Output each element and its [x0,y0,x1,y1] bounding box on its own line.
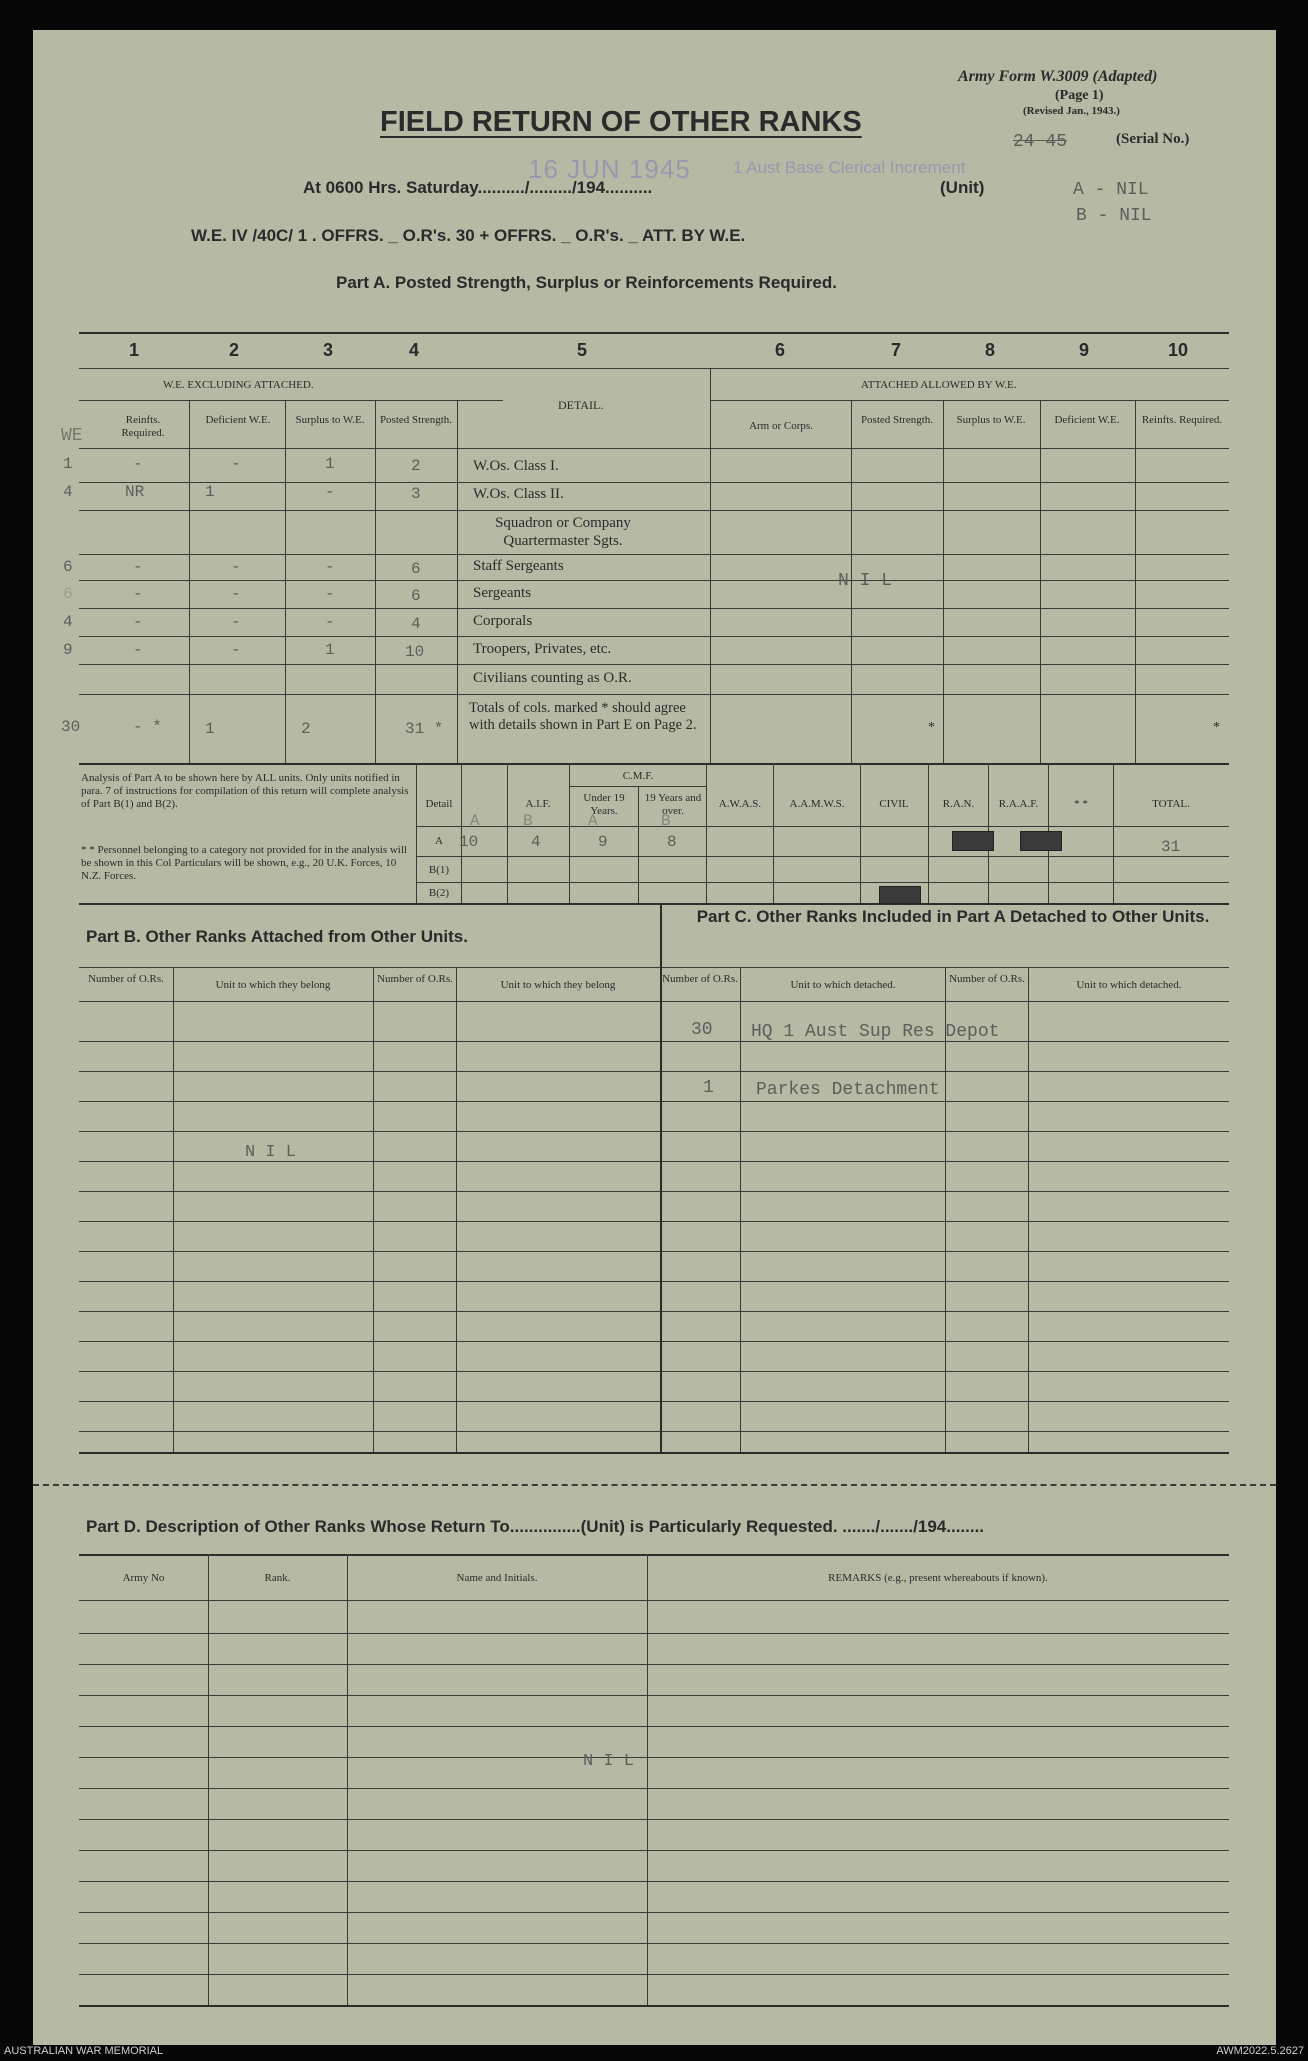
posted-value: 4 [411,615,421,633]
blocked-cell [952,831,994,851]
footer-accession: AWM2022.5.2627 [1216,2045,1304,2057]
analysis-header: C.M.F. [622,770,654,782]
overtype-letter: B [661,812,671,830]
blocked-cell [1020,831,1062,851]
analysis-row-label: A [435,835,443,847]
deficient-value: - [231,641,241,659]
page-number: (Page 1) [1055,88,1104,103]
part-d-header: REMARKS (e.g., present whereabouts if known). [828,1572,1048,1584]
deficient-value: - [231,585,241,603]
posted-value: 6 [411,587,421,605]
overtype-letter: B [523,812,533,830]
analysis-cmf-under-19: 9 [598,833,608,851]
analysis-total: 31 [1161,838,1181,856]
analysis-cmf-19-over: 8 [667,833,677,851]
surplus-value: - [325,558,335,576]
we-value: 6 [63,558,73,576]
perforation-line [33,1484,1276,1486]
part-b-header: Unit to which they belong [215,979,331,991]
col-number: 5 [577,340,588,360]
col-header: Deficient W.E. [205,414,271,426]
col-header: Arm or Corps. [749,420,813,432]
serial-value: 24 45 [1013,132,1068,152]
col-header: Surplus to W.E. [956,414,1026,426]
analysis-value: 10 [459,833,479,851]
part-a-title: Part A. Posted Strength, Surplus or Reinforcements Required. [336,273,837,292]
group-header-right: ATTACHED ALLOWED BY W.E. [861,379,1017,391]
analysis-row-label: B(1) [428,864,450,876]
col-number: 4 [409,340,420,360]
detail-label: W.Os. Class I. [473,458,559,474]
we-value: 6 [63,585,73,603]
part-c-unit: Parkes Detachment [756,1080,940,1100]
analysis-header: A.W.A.S. [718,798,762,810]
analysis-header: Detail [425,798,453,810]
posted-value: 31 * [405,720,444,738]
we-value: 1 [63,455,73,473]
date-stamp: 16 JUN 1945 [528,154,691,184]
surplus-value: 2 [301,720,311,738]
we-value: 4 [63,613,73,631]
reinfts-value: NR [125,483,145,501]
deficient-value: 1 [205,483,215,501]
detail-label: W.Os. Class II. [473,486,564,502]
part-d-header: Name and Initials. [456,1572,538,1584]
deficient-value: - [231,455,241,473]
army-form-number: Army Form W.3009 (Adapted) [958,68,1158,85]
part-c-header: Unit to which detached. [1076,979,1182,991]
overtype-letter: A [588,812,598,830]
reinfts-value: - [133,613,143,631]
col-number: 9 [1079,340,1090,360]
posted-value: 2 [411,457,421,475]
posted-value: 10 [405,643,425,661]
col-header: Surplus to W.E. [295,414,365,426]
star-mark: * [1213,720,1220,735]
analysis-footnote: * * Personnel belonging to a category not provided for in the analysis will be shown in this Col Particulars will be shown, e.g., 20 U.K. Forces, 10 N.Z. Forces. [81,844,407,882]
serial-label: (Serial No.) [1116,131,1190,147]
detail-label: Squadron or Company Quartermaster Sgts. [495,515,631,549]
deficient-value: - [231,558,241,576]
posted-value: 6 [411,560,421,578]
analysis-header: R.A.A.F. [998,798,1039,810]
part-c-unit: HQ 1 Aust Sup Res Depot [751,1022,1000,1042]
analysis-row-label: B(2) [428,887,450,899]
revised-date: (Revised Jan., 1943.) [1023,105,1120,117]
blocked-cell [879,886,921,904]
analysis-header: TOTAL. [1152,798,1190,810]
part-c-header: Unit to which detached. [790,979,896,991]
analysis-header: A.I.F. [525,798,551,810]
overtype-letter: A [470,812,480,830]
we-value: 30 [61,718,81,736]
part-b-nil: N I L [245,1143,297,1162]
col-number: 2 [229,340,240,360]
col-number: 7 [891,340,902,360]
part-d-nil: N I L [583,1752,635,1771]
col-header: Posted Strength. [860,414,934,426]
detail-label: Troopers, Privates, etc. [473,641,612,657]
reinfts-value: - [133,585,143,603]
col-number: 3 [323,340,334,360]
posted-value: 3 [411,485,421,503]
footer-credit: AUSTRALIAN WAR MEMORIAL [4,2045,164,2057]
analysis-header: * * [1074,798,1088,810]
surplus-value: - [325,483,335,501]
time-line: At 0600 Hrs. Saturday........../........./194.......... [303,178,653,197]
part-c-header: Number of O.Rs. [949,973,1025,985]
unit-label: (Unit) [940,178,985,197]
surplus-value: - [325,613,335,631]
reinfts-value: - [133,558,143,576]
star-mark: * [928,720,935,735]
part-b-nil: B - NIL [1076,206,1152,226]
detail-label: Corporals [473,613,533,629]
col-number: 6 [775,340,786,360]
part-b-header: Number of O.Rs. [377,973,453,985]
surplus-value: - [325,585,335,603]
form-title: FIELD RETURN OF OTHER RANKS [380,106,862,138]
we-line: W.E. IV /40C/ 1 . OFFRS. _ O.R's. 30 + OFFRS. _ O.R's. _ ATT. BY W.E. [191,226,746,245]
col-header: Posted Strength. [379,414,453,426]
form-sheet [33,30,1276,2045]
part-c-number: 30 [691,1020,713,1040]
part-b-title: Part B. Other Ranks Attached from Other Units. [86,927,468,946]
analysis-subheader: Under 19 Years. [583,792,625,817]
analysis-note: Analysis of Part A to be shown here by ALL units. Only units notified in para. 7 of instructions for compilation of this return will complete analysis of Part B(1) and B(2). [81,772,409,810]
part-b-header: Number of O.Rs. [88,973,164,985]
detail-header: DETAIL. [558,398,604,412]
we-value: 9 [63,641,73,659]
detail-label: Sergeants [473,585,532,601]
part-b-header: Unit to which they belong [500,979,616,991]
we-label: WE [61,426,83,446]
part-c-title: Part C. Other Ranks Included in Part A Detached to Other Units. [696,907,1210,926]
analysis-header: R.A.N. [942,798,975,810]
reinfts-value: - [133,455,143,473]
deficient-value: 1 [205,720,215,738]
surplus-value: 1 [325,641,335,659]
attached-nil: N I L [838,571,893,591]
surplus-value: 1 [325,455,335,473]
col-number: 10 [1168,340,1189,360]
col-header: Deficient W.E. [1054,414,1120,426]
col-number: 8 [985,340,996,360]
unit-stamp: 1 Aust Base Clerical Increment [733,158,966,177]
deficient-value: - [231,613,241,631]
reinfts-value: - [133,641,143,659]
reinfts-value: - * [133,718,162,736]
analysis-header: A.A.M.W.S. [789,798,845,810]
group-header-left: W.E. EXCLUDING ATTACHED. [163,379,314,391]
part-c-number: 1 [703,1078,714,1098]
col-header: Reinfts. Required. [1141,414,1223,426]
part-a-nil: A - NIL [1073,180,1149,200]
analysis-aif: 4 [531,833,541,851]
part-d-header: Rank. [264,1572,291,1584]
part-c-header: Number of O.Rs. [662,973,738,985]
detail-label: Staff Sergeants [473,558,564,574]
part-d-title: Part D. Description of Other Ranks Whose Return To...............(Unit) is Particularly Requested. ......./......./194........ [86,1517,985,1536]
col-number: 1 [129,340,140,360]
analysis-header: CIVIL [879,798,909,810]
analysis-subheader: 19 Years and over. [644,792,702,817]
detail-label: Civilians counting as O.R. [473,670,632,686]
totals-label: Totals of cols. marked * should agree with details shown in Part E on Page 2. [469,700,697,733]
part-d-header: Army No [122,1572,165,1584]
we-value: 4 [63,483,73,501]
col-header: Reinfts. Required. [121,414,165,439]
